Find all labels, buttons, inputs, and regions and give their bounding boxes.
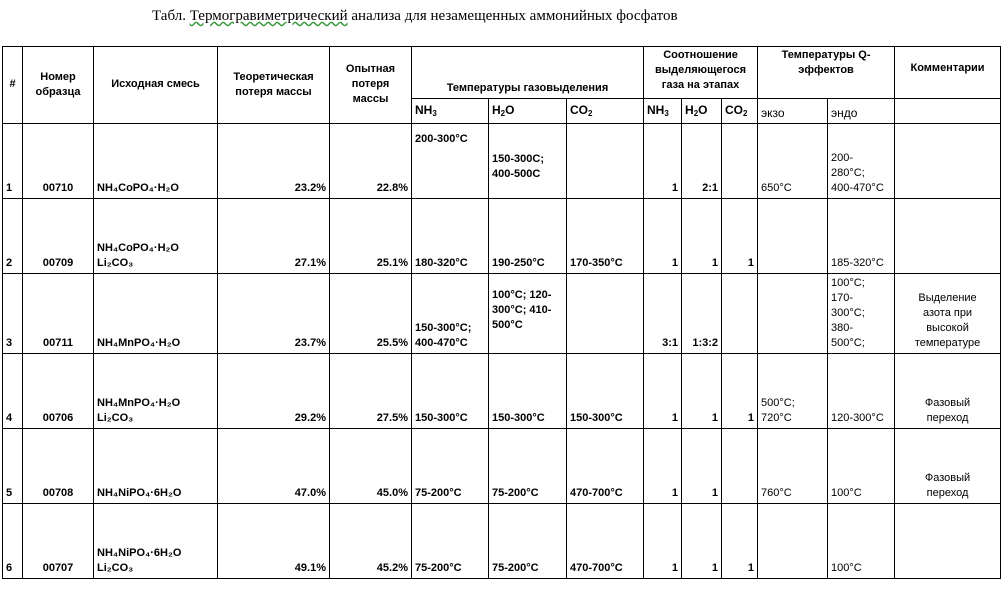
header-q-temperatures: Температуры Q-эффектов bbox=[758, 47, 895, 99]
row-sample: 00709 bbox=[23, 199, 94, 274]
row-mix-line: Li₂CO₃ bbox=[97, 562, 134, 574]
row-endo-line: 280°C; bbox=[831, 167, 865, 179]
row-comment bbox=[895, 429, 1001, 504]
row-theoretical-loss: 27.1% bbox=[218, 199, 330, 274]
row-temp-co2-line: 150-300°C bbox=[570, 412, 623, 424]
row-temp-h2o bbox=[489, 504, 567, 579]
row-comment bbox=[895, 504, 1001, 579]
row-temp-co2-line: 170-350°C bbox=[570, 257, 623, 269]
row-mix bbox=[94, 429, 218, 504]
header-endo: эндо bbox=[828, 99, 895, 124]
row-temp-co2 bbox=[567, 124, 644, 199]
row-theoretical-loss: 23.7% bbox=[218, 274, 330, 354]
table-row bbox=[3, 124, 1001, 199]
row-temp-nh3 bbox=[412, 504, 489, 579]
header-comments-sub bbox=[895, 99, 1001, 124]
row-ratio-nh3: 1 bbox=[644, 504, 682, 579]
row-endo bbox=[828, 429, 895, 504]
row-mix bbox=[94, 504, 218, 579]
header-co2: CO2 bbox=[567, 99, 644, 124]
row-temp-nh3-line: 200-300°C bbox=[415, 133, 468, 145]
row-mix-line: Li₂CO₃ bbox=[97, 412, 134, 424]
row-temp-nh3 bbox=[412, 124, 489, 199]
row-ratio-nh3: 1 bbox=[644, 199, 682, 274]
row-experimental-loss: 25.5% bbox=[330, 274, 412, 354]
header-gas-ratio: Соотношение выделяющегося газа на этапах bbox=[644, 47, 758, 99]
header-comments: Комментарии bbox=[895, 47, 1001, 99]
row-experimental-loss: 45.0% bbox=[330, 429, 412, 504]
row-num: 1 bbox=[3, 124, 23, 199]
row-temp-nh3 bbox=[412, 429, 489, 504]
row-endo-line: 500°C; bbox=[831, 337, 865, 349]
row-mix-line: NH₄CoPO₄·H₂O bbox=[97, 242, 179, 254]
row-temp-co2-line: 470-700°C bbox=[570, 487, 623, 499]
row-ekzo bbox=[758, 504, 828, 579]
tga-table bbox=[2, 46, 1001, 579]
row-temp-co2 bbox=[567, 504, 644, 579]
header-ekzo: экзо bbox=[758, 99, 828, 124]
row-endo-line: 100°C; bbox=[831, 277, 865, 289]
row-mix-line: Li₂CO₃ bbox=[97, 257, 134, 269]
table-caption bbox=[152, 8, 678, 25]
row-endo bbox=[828, 354, 895, 429]
row-mix-line: NH₄MnPO₄·H₂O bbox=[97, 397, 181, 409]
row-temp-h2o-line: 500°C bbox=[492, 319, 523, 331]
row-temp-h2o-line: 150-300°C bbox=[492, 412, 545, 424]
row-endo bbox=[828, 124, 895, 199]
row-theoretical-loss: 49.1% bbox=[218, 504, 330, 579]
row-num: 2 bbox=[3, 199, 23, 274]
row-temp-h2o-line: 400-500C bbox=[492, 168, 541, 180]
header-ratio-co2: CO2 bbox=[722, 99, 758, 124]
row-experimental-loss: 25.1% bbox=[330, 199, 412, 274]
row-num: 4 bbox=[3, 354, 23, 429]
row-sample: 00710 bbox=[23, 124, 94, 199]
table-row bbox=[3, 429, 1001, 504]
row-comment-line: переход bbox=[926, 487, 969, 499]
row-ekzo bbox=[758, 274, 828, 354]
row-temp-nh3-line: 180-320°C bbox=[415, 257, 468, 269]
row-temp-h2o bbox=[489, 429, 567, 504]
header-num: # bbox=[3, 47, 23, 124]
caption-prefix: Табл. bbox=[152, 8, 190, 24]
row-comment-line: азота при bbox=[922, 307, 973, 319]
row-temp-co2 bbox=[567, 274, 644, 354]
row-ratio-h2o: 1:3:2 bbox=[682, 274, 722, 354]
row-comment-line: высокой bbox=[926, 322, 969, 334]
row-endo-line: 380- bbox=[831, 322, 854, 334]
row-ratio-h2o: 2:1 bbox=[682, 124, 722, 199]
row-ratio-h2o: 1 bbox=[682, 504, 722, 579]
row-ekzo bbox=[758, 429, 828, 504]
row-temp-nh3-line: 75-200°C bbox=[415, 562, 462, 574]
row-ekzo bbox=[758, 354, 828, 429]
row-comment bbox=[895, 274, 1001, 354]
row-theoretical-loss: 23.2% bbox=[218, 124, 330, 199]
row-comment bbox=[895, 354, 1001, 429]
row-mix bbox=[94, 274, 218, 354]
row-temp-h2o bbox=[489, 274, 567, 354]
row-comment-line: переход bbox=[926, 412, 969, 424]
row-ratio-co2 bbox=[722, 274, 758, 354]
row-temp-nh3-line: 150-300°C; bbox=[415, 322, 472, 334]
row-mix-line: NH₄MnPO₄·H₂O bbox=[97, 337, 181, 349]
row-experimental-loss: 27.5% bbox=[330, 354, 412, 429]
row-ekzo-line: 650°C bbox=[761, 182, 792, 194]
row-temp-nh3-line: 75-200°C bbox=[415, 487, 462, 499]
row-temp-h2o-line: 150-300C; bbox=[492, 153, 544, 165]
row-ratio-co2: 1 bbox=[722, 354, 758, 429]
row-comment-line: Фазовый bbox=[924, 397, 971, 409]
row-ratio-h2o: 1 bbox=[682, 199, 722, 274]
row-temp-h2o-line: 75-200°C bbox=[492, 562, 539, 574]
row-ekzo-line: 760°C bbox=[761, 487, 792, 499]
header-sample: Номер образца bbox=[23, 47, 94, 124]
row-ratio-co2 bbox=[722, 429, 758, 504]
row-comment-line: температуре bbox=[914, 337, 981, 349]
header-experimental-loss: Опытная потеря массы bbox=[330, 47, 412, 124]
row-ratio-h2o: 1 bbox=[682, 429, 722, 504]
row-temp-h2o-line: 190-250°C bbox=[492, 257, 545, 269]
row-ratio-nh3: 1 bbox=[644, 354, 682, 429]
table-body bbox=[3, 124, 1001, 579]
row-temp-h2o-line: 100°C; 120- bbox=[492, 289, 552, 301]
row-comment-line: Фазовый bbox=[924, 472, 971, 484]
row-endo-line: 185-320°C bbox=[831, 257, 884, 269]
caption-underlined-word: Термогравиметрический bbox=[189, 8, 348, 24]
row-endo bbox=[828, 274, 895, 354]
row-theoretical-loss: 47.0% bbox=[218, 429, 330, 504]
row-theoretical-loss: 29.2% bbox=[218, 354, 330, 429]
row-temp-nh3 bbox=[412, 199, 489, 274]
row-mix-line: NH₄NiPO₄·6H₂O bbox=[97, 547, 182, 559]
header-gas-temperatures: Температуры газовыделения bbox=[412, 47, 644, 99]
header-h2o: H2O bbox=[489, 99, 567, 124]
row-endo bbox=[828, 199, 895, 274]
row-endo-line: 300°C; bbox=[831, 307, 865, 319]
header-theoretical-loss: Теоретическая потеря массы bbox=[218, 47, 330, 124]
table-row bbox=[3, 504, 1001, 579]
row-endo-line: 400-470°C bbox=[831, 182, 884, 194]
row-mix-line: NH₄CoPO₄·H₂O bbox=[97, 182, 179, 194]
row-temp-nh3-line: 400-470°C bbox=[415, 337, 468, 349]
row-temp-co2-line: 470-700°C bbox=[570, 562, 623, 574]
row-experimental-loss: 22.8% bbox=[330, 124, 412, 199]
table-row bbox=[3, 199, 1001, 274]
row-comment bbox=[895, 124, 1001, 199]
header-ratio-nh3: NH3 bbox=[644, 99, 682, 124]
caption-rest: анализа для незамещенных аммонийных фосфатов bbox=[347, 8, 678, 24]
row-temp-co2 bbox=[567, 199, 644, 274]
row-endo-line: 100°C bbox=[831, 562, 862, 574]
row-ekzo bbox=[758, 124, 828, 199]
header-mix: Исходная смесь bbox=[94, 47, 218, 124]
row-sample: 00706 bbox=[23, 354, 94, 429]
row-temp-co2 bbox=[567, 354, 644, 429]
row-num: 6 bbox=[3, 504, 23, 579]
row-mix-line: NH₄NiPO₄·6H₂O bbox=[97, 487, 182, 499]
row-ratio-co2: 1 bbox=[722, 199, 758, 274]
row-endo-line: 170- bbox=[831, 292, 854, 304]
row-endo-line: 100°C bbox=[831, 487, 862, 499]
row-endo bbox=[828, 504, 895, 579]
row-sample: 00707 bbox=[23, 504, 94, 579]
row-ratio-nh3: 1 bbox=[644, 429, 682, 504]
row-temp-h2o bbox=[489, 124, 567, 199]
row-ratio-h2o: 1 bbox=[682, 354, 722, 429]
row-ratio-co2 bbox=[722, 124, 758, 199]
row-ratio-nh3: 3:1 bbox=[644, 274, 682, 354]
header-nh3: NH3 bbox=[412, 99, 489, 124]
row-mix bbox=[94, 354, 218, 429]
row-sample: 00708 bbox=[23, 429, 94, 504]
table-row bbox=[3, 354, 1001, 429]
row-endo-line: 120-300°C bbox=[831, 412, 884, 424]
row-ekzo-line: 720°C bbox=[761, 412, 792, 424]
row-endo-line: 200- bbox=[831, 152, 854, 164]
row-temp-nh3 bbox=[412, 354, 489, 429]
row-experimental-loss: 45.2% bbox=[330, 504, 412, 579]
row-ekzo bbox=[758, 199, 828, 274]
row-temp-h2o-line: 300°C; 410- bbox=[492, 304, 552, 316]
row-mix bbox=[94, 124, 218, 199]
row-ratio-nh3: 1 bbox=[644, 124, 682, 199]
row-num: 5 bbox=[3, 429, 23, 504]
row-comment-line: Выделение bbox=[918, 292, 977, 304]
table-row bbox=[3, 274, 1001, 354]
row-temp-h2o bbox=[489, 354, 567, 429]
row-temp-h2o bbox=[489, 199, 567, 274]
row-mix bbox=[94, 199, 218, 274]
row-num: 3 bbox=[3, 274, 23, 354]
header-ratio-h2o: H2O bbox=[682, 99, 722, 124]
row-temp-nh3-line: 150-300°C bbox=[415, 412, 468, 424]
row-comment bbox=[895, 199, 1001, 274]
row-temp-co2 bbox=[567, 429, 644, 504]
row-temp-nh3 bbox=[412, 274, 489, 354]
row-ratio-co2: 1 bbox=[722, 504, 758, 579]
row-temp-h2o-line: 75-200°C bbox=[492, 487, 539, 499]
row-ekzo-line: 500°C; bbox=[761, 397, 795, 409]
row-sample: 00711 bbox=[23, 274, 94, 354]
